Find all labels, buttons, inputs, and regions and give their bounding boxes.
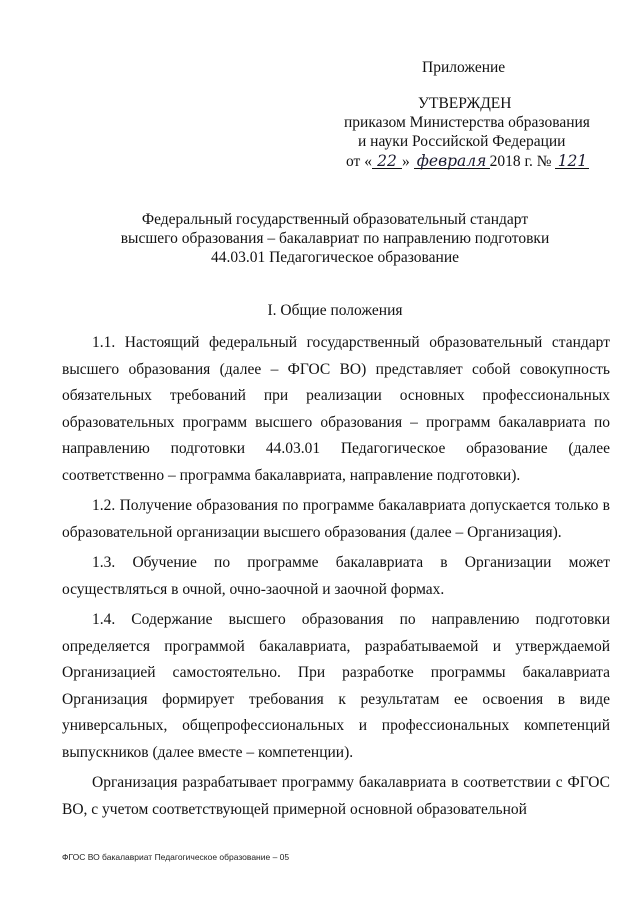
date-year: 2018 г. № [489,153,552,170]
title-line-2: высшего образования – бакалавриат по направлению подготовки [120,230,550,247]
approved-label: УТВЕРЖДЕН [418,95,512,112]
order-date-line [346,152,589,171]
handwritten-order-number: 121 [555,154,589,169]
handwritten-month: февраля [414,154,490,169]
date-mid: » [401,153,410,170]
title-line-3: 44.03.01 Педагогическое образование [210,249,460,266]
paragraph-1-2: 1.2. Получение образования по программе бакалавриата допускается только в образовательной организации высшего образования (далее – Организация). [62,497,610,541]
paragraph-1-1: 1.1. Настоящий федеральный государственный образовательный стандарт высшего образования (далее – ФГОС ВО) представляет собой совокупность обязательных требований при реализации основных профессиональных образовательных программ высшего образования – программ бакалавриата по направлению подготовки 44.03.01 Педагогическое образование (далее соответственно – программа бакалавриата, направление подготовки). [62,334,610,484]
paragraph-1-3: 1.3. Обучение по программе бакалавриата в Организации может осуществляться в очной, очно-заочной и заочной формах. [62,554,610,598]
document-title [60,210,610,267]
date-prefix: от « [346,153,372,170]
section-heading: I. Общие положения [267,302,403,319]
order-line-2: и науки Российской Федерации [358,133,566,150]
handwritten-day: 22 [372,154,402,169]
paragraph-1-4: 1.4. Содержание высшего образования по направлению подготовки определяется программой бакалавриата, разрабатываемой и утверждаемой Организацией самостоятельно. При разработке программы бакалавриата Организация формирует требования к результатам ее освоения в виде универсальных, общепрофессиональных и профессиональных компетенций выпускников (далее вместе – компетенции). [62,611,610,761]
page-footer: ФГОС ВО бакалавриат Педагогическое образование – 05 [62,852,290,862]
body-text [62,330,610,823]
title-line-1: Федеральный государственный образовательный стандарт [141,211,529,228]
order-line-1: приказом Министерства образования [344,114,590,131]
appendix-label: Приложение [422,59,506,76]
paragraph-continuation: Организация разрабатывает программу бакалавриата в соответствии с ФГОС ВО, с учетом соответствующей примерной основной образовательной [62,774,610,818]
